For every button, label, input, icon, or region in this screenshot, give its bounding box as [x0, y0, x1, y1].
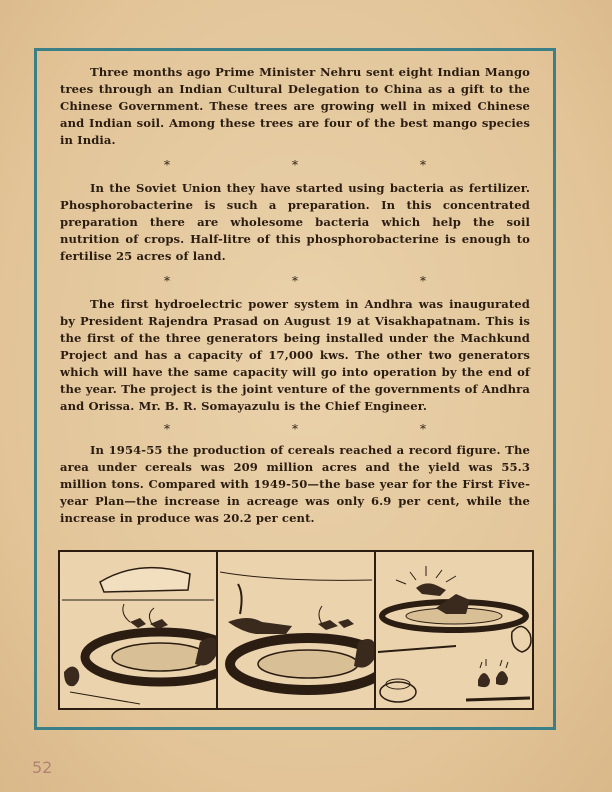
- comic-panel-3: [374, 550, 534, 710]
- comic-panel-1-illustration: [60, 552, 216, 708]
- separator-stars: * * *: [164, 422, 426, 436]
- comic-panel-2-illustration: [218, 552, 374, 708]
- comic-panel-3-illustration: [376, 552, 532, 708]
- page-number: 52: [32, 758, 53, 777]
- comic-strip: [58, 550, 534, 710]
- paragraph-andhra-hydroelectric: The first hydroelectric power system in Andhra was inaugurated by President Rajendra Prasad on August 19 at Visakhapatnam. This is the first of the three generators being installed under the Machkund Project and has a capacity of 17,000 kws. The other two generators which will have the same capacity will go into operation by the end of the year. The project is the joint venture of the governments of Andhra and Orissa. Mr. B. R. Somayazulu is the Chief Engineer.: [60, 297, 530, 413]
- separator-stars: * * *: [164, 158, 426, 172]
- comic-panel-1: [58, 550, 218, 710]
- paragraph-soviet-bacteria: In the Soviet Union they have started using bacteria as fertilizer. Phosphorobacterine is such a preparation. In this concentrated preparation there are wholesome bacteria which help the soil nutrition of crops. Half-litre of this phosphorobacterine is enough to fertilise 25 acres of land.: [60, 181, 530, 263]
- paragraph-mango-trees: Three months ago Prime Minister Nehru sent eight Indian Mango trees through an Indian Cultural Delegation to China as a gift to the Chinese Government. These trees are growing well in mixed Chinese and Indian soil. Among these trees are four of the best mango species in India.: [60, 65, 530, 147]
- paragraph-cereal-production: In 1954-55 the production of cereals reached a record figure. The area under cereals was 209 million acres and the yield was 55.3 million tons. Compared with 1949-50—the base year for the First Five-year Plan—the increase in acreage was only 6.9 per cent, while the increase in produce was 20.2 per cent.: [60, 443, 530, 525]
- comic-panel-2: [216, 550, 376, 710]
- separator-stars: * * *: [164, 274, 426, 288]
